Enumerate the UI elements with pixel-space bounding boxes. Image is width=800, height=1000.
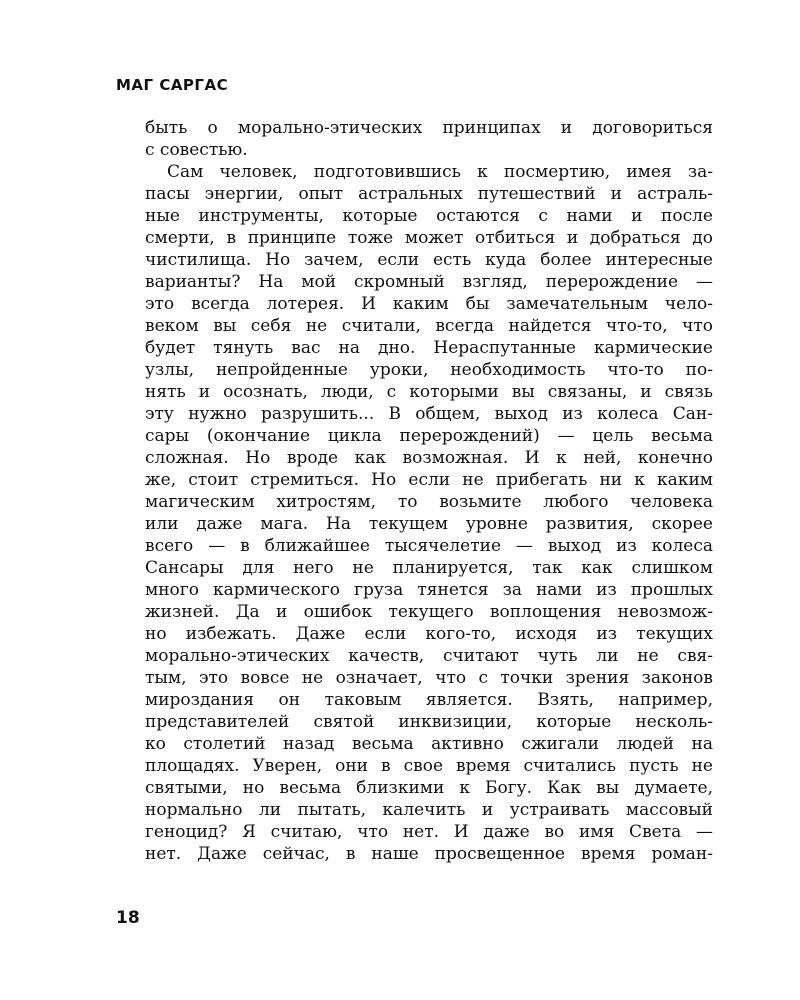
text-line: эту нужно разрушить... В общем, выход из колеса Сан- xyxy=(145,404,713,424)
text-line: но избежать. Даже если кого-то, исходя из текущих xyxy=(145,624,713,644)
text-line: быть о морально-этических принципах и договориться xyxy=(145,118,713,138)
text-line: нормально ли пытать, калечить и устраивать массовый xyxy=(145,800,713,820)
page-number: 18 xyxy=(116,908,140,928)
body-text xyxy=(145,117,713,865)
text-line: смерти, в принципе тоже может отбиться и добраться до xyxy=(145,228,713,248)
text-line: Сансары для него не планируется, так как слишком xyxy=(145,558,713,578)
text-line: много кармического груза тянется за нами из прошлых xyxy=(145,580,713,600)
text-line: святыми, но весьма близкими к Богу. Как вы думаете, xyxy=(145,778,713,798)
text-line: сложная. Но вроде как возможная. И к ней, конечно xyxy=(145,448,713,468)
text-line: представителей святой инквизиции, которые несколь- xyxy=(145,712,713,732)
text-line: варианты? На мой скромный взгляд, перерождение — xyxy=(145,272,713,292)
text-line: чистилища. Но зачем, если есть куда более интересные xyxy=(145,250,713,270)
text-line: узлы, непройденные уроки, необходимость что-то по- xyxy=(145,360,713,380)
text-line: пасы энергии, опыт астральных путешествий и астраль- xyxy=(145,184,713,204)
text-line: геноцид? Я считаю, что нет. И даже во имя Света — xyxy=(145,822,713,842)
text-line: это всегда лотерея. И каким бы замечательным чело- xyxy=(145,294,713,314)
text-line: площадях. Уверен, они в свое время считались пусть не xyxy=(145,756,713,776)
text-line: или даже мага. На текущем уровне развития, скорее xyxy=(145,514,713,534)
text-line: магическим хитростям, то возьмите любого человека xyxy=(145,492,713,512)
text-line: ко столетий назад весьма активно сжигали людей на xyxy=(145,734,713,754)
text-line: сары (окончание цикла перерождений) — цель весьма xyxy=(145,426,713,446)
text-line: Сам человек, подготовившись к посмертию, имея за- xyxy=(167,162,713,182)
text-line: с совестью. xyxy=(145,140,248,160)
text-line: всего — в ближайшее тысячелетие — выход из колеса xyxy=(145,536,713,556)
running-title: МАГ САРГАС xyxy=(116,76,229,94)
text-line: мироздания он таковым является. Взять, например, xyxy=(145,690,713,710)
text-line: жизней. Да и ошибок текущего воплощения невозмож- xyxy=(145,602,713,622)
text-line: будет тянуть вас на дно. Нераспутанные кармические xyxy=(145,338,713,358)
text-line: нять и осознать, люди, с которыми вы связаны, и связь xyxy=(145,382,713,402)
text-line: веком вы себя не считали, всегда найдется что-то, что xyxy=(145,316,713,336)
text-line: тым, это вовсе не означает, что с точки зрения законов xyxy=(145,668,713,688)
text-line: нет. Даже сейчас, в наше просвещенное время роман- xyxy=(145,844,713,864)
text-line: же, стоит стремиться. Но если не прибегать ни к каким xyxy=(145,470,713,490)
text-line: ные инструменты, которые остаются с нами и после xyxy=(145,206,713,226)
text-line: морально-этических качеств, считают чуть ли не свя- xyxy=(145,646,713,666)
